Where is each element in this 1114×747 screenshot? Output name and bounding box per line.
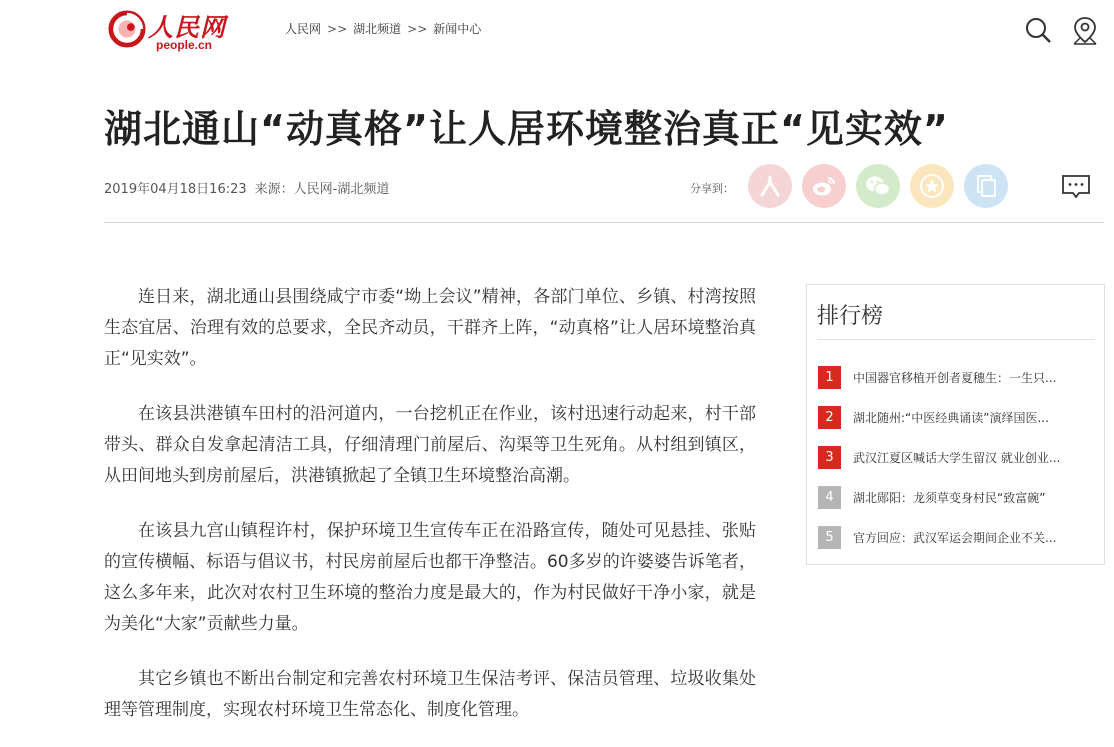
breadcrumb-separator: >> <box>407 21 428 36</box>
article-paragraph: 在该县洪港镇车田村的沿河道内，一台挖机正在作业，该村迅速行动起来，村干部带头、群众自发拿起清洁工具，仔细清理门前屋后、沟渠等卫生死角。从村组到镇区，从田间地头到房前屋后，洪港镇掀起了全镇卫生环境整治高潮。 <box>104 404 756 486</box>
rank-number: 5 <box>818 526 841 549</box>
rank-number: 4 <box>818 486 841 509</box>
breadcrumb <box>285 20 481 37</box>
ranking-item[interactable] <box>818 477 1098 517</box>
title-divider <box>104 222 1104 223</box>
comment-icon[interactable] <box>1061 174 1091 200</box>
share-label: 分享到： <box>690 182 734 195</box>
location-icon[interactable] <box>1072 16 1098 46</box>
weibo-icon <box>810 172 838 200</box>
article-title: 湖北通山“动真格”让人居环境整治真正“见实效” <box>104 107 949 151</box>
ranking-panel <box>806 284 1105 565</box>
breadcrumb-separator: >> <box>327 21 348 36</box>
ranking-link[interactable]: 武汉江夏区喊话大学生留汉 就业创业... <box>853 450 1061 465</box>
ranking-list <box>818 357 1098 557</box>
header-tools <box>1024 16 1098 46</box>
article-source: 来源：人民网-湖北频道 <box>254 182 390 197</box>
share-copy-button[interactable] <box>964 164 1008 208</box>
share-weibo-button[interactable] <box>802 164 846 208</box>
rank-number: 3 <box>818 446 841 469</box>
ranking-item[interactable] <box>818 517 1098 557</box>
share-people-button[interactable] <box>748 164 792 208</box>
ranking-link[interactable]: 中国器官移植开创者夏穗生：一生只... <box>853 370 1057 385</box>
star-icon <box>918 172 946 200</box>
article-paragraph: 其它乡镇也不断出台制定和完善农村环境卫生保洁考评、保洁员管理、垃圾收集处理等管理制度，实现农村环境卫生常态化、制度化管理。 <box>104 669 756 720</box>
ranking-link[interactable]: 湖北随州:“中医经典诵读”演绎国医... <box>853 410 1049 425</box>
share-favorite-button[interactable] <box>910 164 954 208</box>
search-icon[interactable] <box>1024 16 1052 46</box>
ranking-title: 排行榜 <box>817 304 884 329</box>
logo-text: 人民网 <box>148 13 227 42</box>
ranking-link[interactable]: 湖北郧阳：龙须草变身村民“致富碗” <box>853 490 1046 505</box>
rank-number: 2 <box>818 406 841 429</box>
logo-swirl-icon <box>108 10 146 48</box>
article-body <box>104 282 756 747</box>
breadcrumb-item-news[interactable]: 新闻中心 <box>433 22 482 36</box>
ranking-item[interactable] <box>818 357 1098 397</box>
logo-domain: people.cn <box>156 38 213 52</box>
share-wechat-button[interactable] <box>856 164 900 208</box>
rank-number: 1 <box>818 366 841 389</box>
wechat-icon <box>863 172 893 200</box>
article-paragraph: 在该县九宫山镇程许村，保护环境卫生宣传车正在沿路宣传，随处可见悬挂、张贴的宣传横幅、标语与倡议书，村民房前屋后也都干净整洁。60多岁的许婆婆告诉笔者，这么多年来，此次对农村卫生环境的整治力度是最大的，作为村民做好干净小家，就是为美化“大家”贡献些力量。 <box>104 521 756 634</box>
article-paragraph: 连日来，湖北通山县围绕咸宁市委“坳上会议”精神，各部门单位、乡镇、村湾按照生态宜居、治理有效的总要求，全民齐动员，干群齐上阵，“动真格”让人居环境整治真正“见实效”。 <box>104 287 756 369</box>
publish-date: 2019年04月18日16:23 <box>104 182 247 197</box>
people-logo-icon <box>756 172 784 200</box>
ranking-item[interactable] <box>818 397 1098 437</box>
breadcrumb-item-home[interactable]: 人民网 <box>285 22 322 36</box>
copy-icon <box>972 172 1000 200</box>
breadcrumb-item-channel[interactable]: 湖北频道 <box>353 22 402 36</box>
site-logo[interactable] <box>108 8 228 52</box>
article-meta <box>104 178 389 197</box>
ranking-link[interactable]: 官方回应：武汉军运会期间企业不关... <box>853 530 1057 545</box>
ranking-item[interactable] <box>818 437 1098 477</box>
ranking-divider <box>817 339 1095 340</box>
top-bar <box>0 0 1114 60</box>
